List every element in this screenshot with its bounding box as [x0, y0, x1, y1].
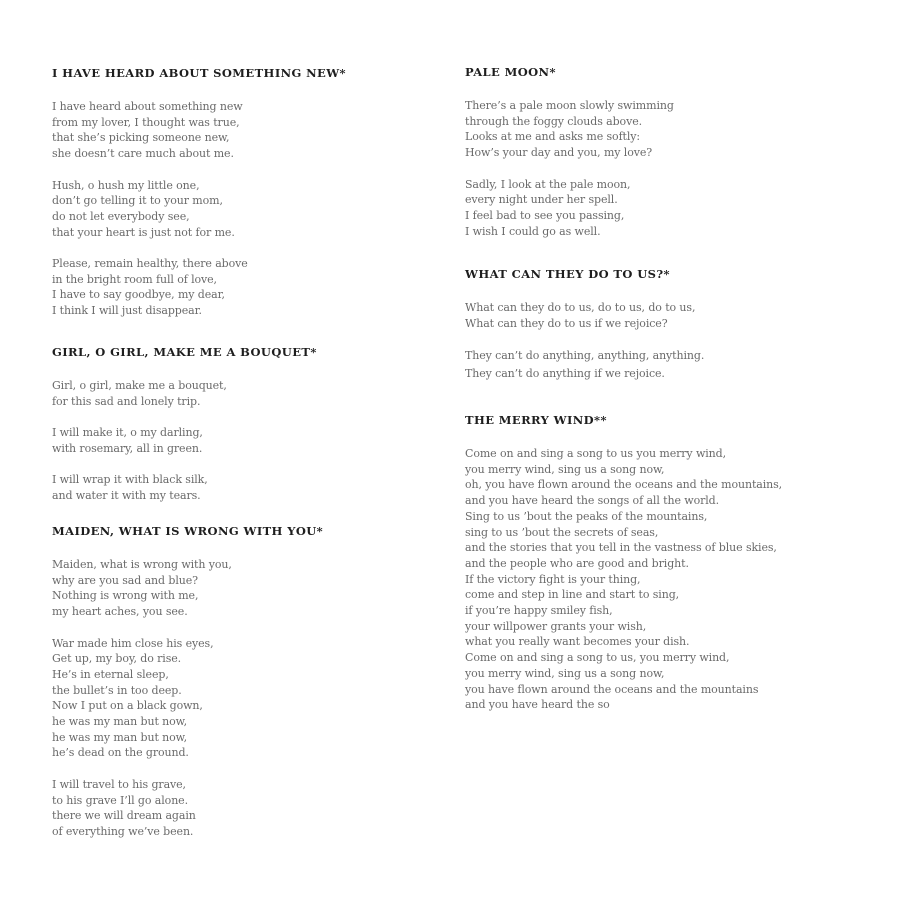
stanza: Maiden, what is wrong with you, why are you sad and blue? Nothing is wrong with me, my heart aches, you see. [52, 558, 232, 619]
stanza: What can they do to us, do to us, do to us, What can they do to us if we rejoice? [465, 301, 696, 330]
poem-title: WHAT CAN THEY DO TO US?* [465, 267, 670, 281]
poem-title: THE MERRY WIND** [465, 413, 607, 427]
poem-merry-wind [465, 413, 865, 713]
poem-body [52, 557, 432, 840]
poem-i-have-heard [52, 66, 432, 319]
stanza: I will wrap it with black silk, and water it with my tears. [52, 473, 208, 502]
stanza: Girl, o girl, make me a bouquet, for this sad and lonely trip. [52, 379, 227, 408]
stanza: Hush, o hush my little one, don’t go telling it to your mom, do not let everybody see, that your heart is just not for me. [52, 178, 235, 239]
stanza: I will make it, o my darling, with rosemary, all in green. [52, 426, 203, 455]
stanza: Sadly, I look at the pale moon, every night under her spell. I feel bad to see you passing, I wish I could go as well. [465, 177, 631, 238]
poem-body [465, 300, 865, 383]
stanza: Please, remain healthy, there above in the bright room full of love, I have to say goodbye, my dear, I think I will just disappear. [52, 257, 248, 318]
stanza: I will travel to his grave, to his grave I’ll go alone. there we will dream again of everything we’ve been. [52, 777, 196, 838]
poem-title: GIRL, O GIRL, MAKE ME A BOUQUET* [52, 345, 317, 359]
poem-body [52, 378, 432, 504]
poem-body [465, 98, 865, 239]
stanza: There’s a pale moon slowly swimming through the foggy clouds above. Looks at me and asks me softly: How’s your day and you, my love? [465, 99, 674, 160]
poem-body [52, 99, 432, 319]
stanza: I have heard about something new from my lover, I thought was true, that she’s picking someone new, she doesn’t care much about me. [52, 100, 243, 161]
poem-what-can-they-do [465, 267, 865, 383]
stanza: War made him close his eyes, Get up, my boy, do rise. He’s in eternal sleep, the bullet’s in too deep. Now I put on a black gown, he was my man but now, he was my man but now, he’s dead on the ground. [52, 636, 214, 760]
poem-title: MAIDEN, WHAT IS WRONG WITH YOU* [52, 524, 324, 538]
stanza: Come on and sing a song to us you merry wind, you merry wind, sing us a song now, oh, you have flown around the oceans and the mountains, and you have heard the songs of all the world. Sing to us ’bout the peaks of the mountains, sing to us ’bout the secrets of seas, and the stories that you tell in the vastness of blue skies, and the people who are good and bright. If the victory fight is your thing, come and step in line and start to sing, if you’re happy smiley fish, your willpower grants your wish, what you really want becomes your dish. Come on and sing a song to us, you merry wind, you merry wind, sing us a song now, you have flown around the oceans and the mountains and you have heard the so [465, 447, 783, 712]
poem-maiden [52, 524, 432, 840]
stanza: They can’t do anything, anything, anything. They can’t do anything if we rejoice. [465, 349, 705, 381]
poem-title: I HAVE HEARD ABOUT SOMETHING NEW* [52, 66, 346, 80]
poem-body [465, 446, 865, 713]
poem-title: PALE MOON* [465, 65, 556, 79]
poem-girl-o-girl [52, 345, 432, 504]
poem-pale-moon [465, 65, 865, 239]
